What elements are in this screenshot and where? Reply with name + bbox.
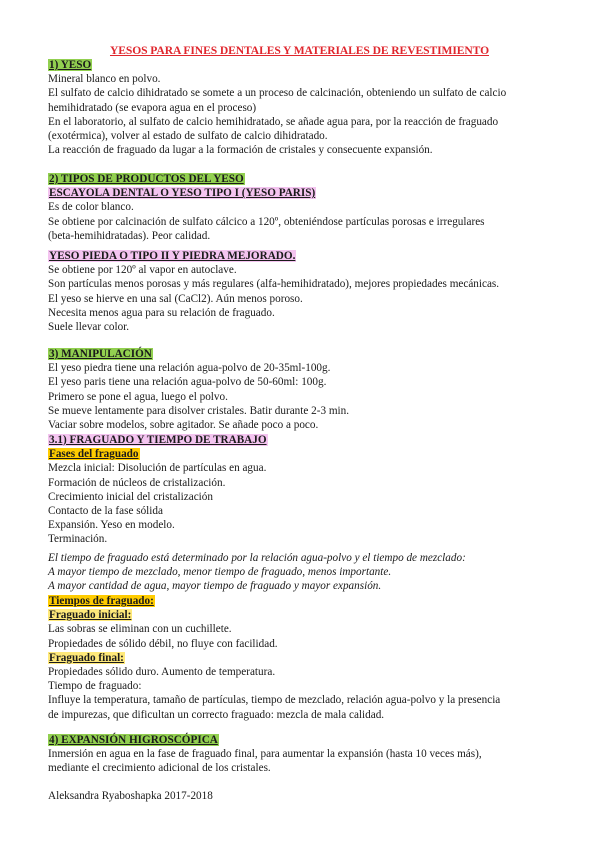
text-line: Mineral blanco en polvo.	[48, 73, 161, 86]
list-item: Contacto de la fase sólida	[48, 505, 163, 518]
text-line: Vaciar sobre modelos, sobre agitador. Se añade poco a poco.	[48, 419, 319, 432]
text-line: El yeso piedra tiene una relación agua-polvo de 20-35ml-100g.	[48, 362, 331, 375]
text-line: Influye la temperatura, tamaño de partículas, tiempo de mezclado, relación agua-polvo y la presencia	[48, 694, 501, 707]
text-line: En el laboratorio, al sulfato de calcio hemihidratado, se añade agua para, por la reacción de fraguado	[48, 115, 499, 128]
author-credit: Aleksandra Ryaboshapka 2017-2018	[48, 790, 213, 802]
list-item: Terminación.	[48, 533, 108, 546]
text-line: Inmersión en agua en la fase de fraguado final, para aumentar la expansión (hasta 10 veces más),	[48, 748, 482, 761]
subheading-piedra: YESO PIEDA O TIPO II Y PIEDRA MEJORADO.	[49, 250, 296, 262]
text-line: El yeso se hierve en una sal (CaCl2). Aún menos poroso.	[48, 292, 303, 305]
text-line: Propiedades sólido duro. Aumento de temperatura.	[48, 666, 276, 679]
section-heading-yeso: 1) YESO	[49, 59, 92, 71]
text-line: El yeso paris tiene una relación agua-polvo de 50-60ml: 100g.	[48, 376, 327, 389]
section-heading-manipulacion: 3) MANIPULACIÓN	[49, 348, 152, 360]
text-line: mediante el crecimiento adicional de los cristales.	[48, 762, 271, 775]
list-item: Formación de núcleos de cristalización.	[48, 476, 226, 489]
section-heading-fraguado: 3.1) FRAGUADO Y TIEMPO DE TRABAJO	[49, 434, 267, 446]
text-line: hemihidratado (se evapora agua en el proceso)	[48, 101, 257, 114]
label-fraguado-inicial: Fraguado inicial:	[49, 609, 132, 622]
text-line: Necesita menos agua para su relación de fraguado.	[48, 306, 275, 319]
label-fraguado-final: Fraguado final:	[49, 651, 124, 664]
text-line: (beta-hemihidratadas). Peor calidad.	[48, 229, 211, 242]
section-expansion	[48, 733, 560, 776]
text-line: Propiedades de sólido débil, no fluye con facilidad.	[48, 637, 278, 650]
list-item: Expansión. Yeso en modelo.	[48, 519, 175, 532]
section-yeso	[48, 58, 560, 157]
text-line: Suele llevar color.	[48, 321, 130, 334]
italic-note-line: A mayor cantidad de agua, mayor tiempo de fraguado y mayor expansión.	[48, 580, 382, 593]
text-line: de impurezas, que dificultan un correcto fraguado: mezcla de mala calidad.	[48, 708, 385, 721]
text-line: Primero se pone el agua, luego el polvo.	[48, 390, 228, 403]
text-line: La reacción de fraguado da lugar a la formación de cristales y consecuente expansión.	[48, 144, 433, 157]
text-line: (exotérmica), volver al estado de sulfato de calcio dihidratado.	[48, 130, 328, 143]
label-tiempos-fraguado: Tiempos de fraguado:	[49, 595, 154, 607]
italic-note-line: El tiempo de fraguado está determinado por la relación agua-polvo y el tiempo de mezclado:	[48, 551, 466, 564]
section-fraguado	[48, 433, 560, 593]
text-line: Se obtiene por 120º al vapor en autoclave.	[48, 264, 237, 277]
text-line: Se obtiene por calcinación de sulfato cálcico a 120º, obteniéndose partículas porosas e irregulares	[48, 215, 485, 228]
label-fases-fraguado: Fases del fraguado	[49, 448, 139, 461]
section-tipos	[48, 172, 560, 243]
document-title: YESOS PARA FINES DENTALES Y MATERIALES DE REVESTIMIENTO	[109, 44, 489, 57]
section-manipulacion	[48, 347, 560, 432]
text-line: Se mueve lentamente para disolver cristales. Batir durante 2-3 min.	[48, 404, 350, 417]
list-item: Mezcla inicial: Disolución de partículas en agua.	[48, 462, 267, 475]
text-line: Es de color blanco.	[48, 201, 134, 214]
text-line: Tiempo de fraguado:	[48, 680, 142, 693]
section-heading-expansion: 4) EXPANSIÓN HIGROSCÓPICA	[49, 734, 218, 746]
list-item: Crecimiento inicial del cristalización	[48, 490, 213, 503]
section-tipos-piedra	[48, 249, 560, 334]
italic-note-line: A mayor tiempo de mezclado, menor tiempo de fraguado, menos importante.	[48, 565, 392, 578]
section-tiempos	[48, 594, 560, 722]
text-line: Las sobras se eliminan con un cuchillete.	[48, 623, 232, 636]
text-line: Son partículas menos porosas y más regulares (alfa-hemihidratado), mejores propiedades mecánicas.	[48, 278, 500, 291]
section-heading-tipos: 2) TIPOS DE PRODUCTOS DEL YESO	[49, 173, 244, 185]
footer	[48, 789, 560, 803]
subheading-escayola: ESCAYOLA DENTAL O YESO TIPO I (YESO PARIS)	[49, 187, 316, 200]
text-line: El sulfato de calcio dihidratado se somete a un proceso de calcinación, obteniendo un sulfato de calcio	[48, 87, 507, 100]
